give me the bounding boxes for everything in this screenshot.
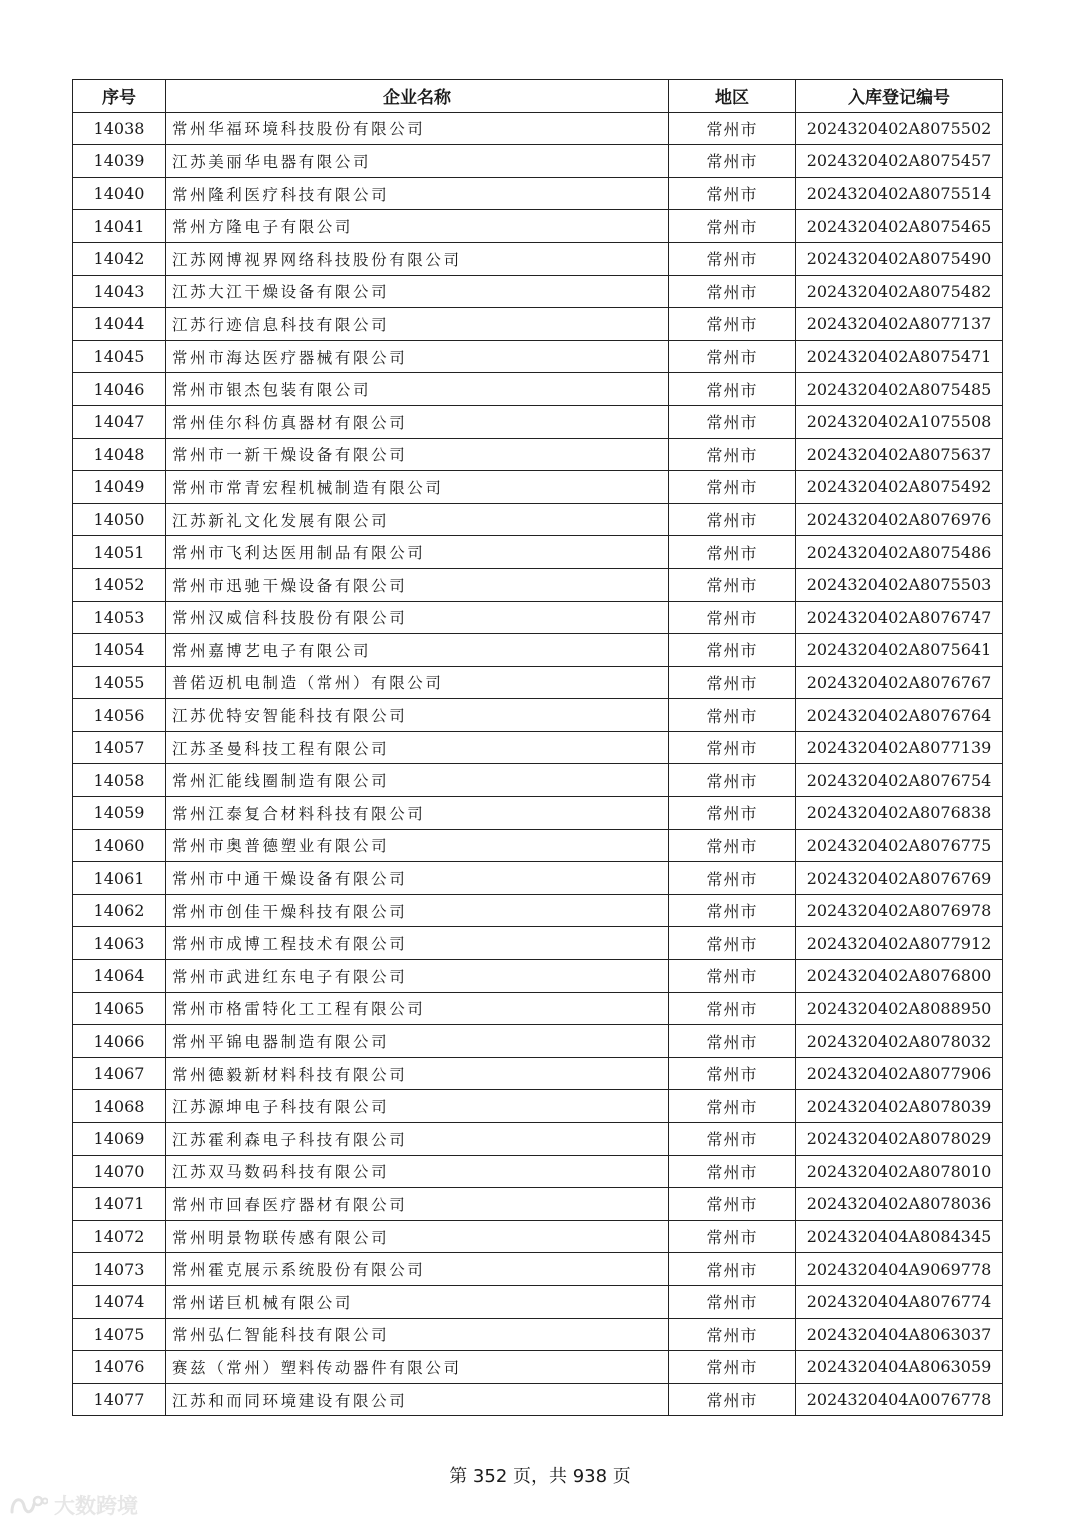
table-row bbox=[73, 568, 1003, 601]
region-cell: 常州市 bbox=[669, 960, 796, 993]
company-name-cell: 常州江泰复合材料科技有限公司 bbox=[166, 797, 669, 830]
table-row bbox=[73, 210, 1003, 243]
company-name-cell: 常州德毅新材料科技有限公司 bbox=[166, 1057, 669, 1090]
serial-number-cell: 14064 bbox=[73, 960, 166, 993]
company-name-cell: 常州明景物联传感有限公司 bbox=[166, 1220, 669, 1253]
page-number-footer: 第 352 页，共 938 页 bbox=[449, 1466, 631, 1487]
registration-number-cell: 2024320402A8075490 bbox=[796, 242, 1003, 275]
region-cell: 常州市 bbox=[669, 927, 796, 960]
table-row bbox=[73, 1383, 1003, 1416]
registration-number-cell: 2024320402A8078010 bbox=[796, 1155, 1003, 1188]
region-cell: 常州市 bbox=[669, 1220, 796, 1253]
serial-number-cell: 14063 bbox=[73, 927, 166, 960]
registration-number-cell: 2024320402A8075471 bbox=[796, 340, 1003, 373]
table-row bbox=[73, 862, 1003, 895]
table-row bbox=[73, 829, 1003, 862]
table-row bbox=[73, 1188, 1003, 1221]
registration-number-cell: 2024320402A8076976 bbox=[796, 503, 1003, 536]
region-cell: 常州市 bbox=[669, 666, 796, 699]
serial-number-cell: 14049 bbox=[73, 471, 166, 504]
registration-number-cell: 2024320402A1075508 bbox=[796, 405, 1003, 438]
serial-number-cell: 14069 bbox=[73, 1123, 166, 1156]
registration-number-cell: 2024320402A8075492 bbox=[796, 471, 1003, 504]
region-cell: 常州市 bbox=[669, 1188, 796, 1221]
table-row bbox=[73, 1057, 1003, 1090]
region-cell: 常州市 bbox=[669, 894, 796, 927]
region-cell: 常州市 bbox=[669, 1318, 796, 1351]
table-row bbox=[73, 340, 1003, 373]
region-cell: 常州市 bbox=[669, 210, 796, 243]
registration-number-cell: 2024320402A8075641 bbox=[796, 634, 1003, 667]
company-name-cell: 常州霍克展示系统股份有限公司 bbox=[166, 1253, 669, 1286]
table-row bbox=[73, 960, 1003, 993]
company-name-cell: 赛兹（常州）塑料传动器件有限公司 bbox=[166, 1351, 669, 1384]
serial-number-cell: 14076 bbox=[73, 1351, 166, 1384]
company-name-cell: 江苏新礼文化发展有限公司 bbox=[166, 503, 669, 536]
serial-number-cell: 14048 bbox=[73, 438, 166, 471]
registration-number-cell: 2024320402A8077139 bbox=[796, 731, 1003, 764]
company-name-cell: 常州平锦电器制造有限公司 bbox=[166, 1025, 669, 1058]
company-name-cell: 常州市飞利达医用制品有限公司 bbox=[166, 536, 669, 569]
table-row bbox=[73, 666, 1003, 699]
registration-number-cell: 2024320402A8075514 bbox=[796, 177, 1003, 210]
table-row bbox=[73, 992, 1003, 1025]
header-company-name: 企业名称 bbox=[166, 80, 669, 113]
serial-number-cell: 14077 bbox=[73, 1383, 166, 1416]
serial-number-cell: 14065 bbox=[73, 992, 166, 1025]
table-body bbox=[73, 112, 1003, 1416]
table-row bbox=[73, 275, 1003, 308]
table-row bbox=[73, 601, 1003, 634]
company-name-cell: 江苏优特安智能科技有限公司 bbox=[166, 699, 669, 732]
registration-number-cell: 2024320402A8078029 bbox=[796, 1123, 1003, 1156]
table-row bbox=[73, 112, 1003, 145]
registration-number-cell: 2024320402A8077137 bbox=[796, 308, 1003, 341]
serial-number-cell: 14053 bbox=[73, 601, 166, 634]
serial-number-cell: 14044 bbox=[73, 308, 166, 341]
table-row bbox=[73, 373, 1003, 406]
registration-number-cell: 2024320402A8076775 bbox=[796, 829, 1003, 862]
serial-number-cell: 14067 bbox=[73, 1057, 166, 1090]
table-row bbox=[73, 1123, 1003, 1156]
registration-number-cell: 2024320402A8077912 bbox=[796, 927, 1003, 960]
company-name-cell: 江苏源坤电子科技有限公司 bbox=[166, 1090, 669, 1123]
registration-number-cell: 2024320402A8075503 bbox=[796, 568, 1003, 601]
table-row bbox=[73, 145, 1003, 178]
table-row bbox=[73, 731, 1003, 764]
company-name-cell: 常州华福环境科技股份有限公司 bbox=[166, 112, 669, 145]
company-name-cell: 江苏行迹信息科技有限公司 bbox=[166, 308, 669, 341]
registration-number-cell: 2024320402A8075637 bbox=[796, 438, 1003, 471]
registration-number-cell: 2024320402A8075457 bbox=[796, 145, 1003, 178]
serial-number-cell: 14041 bbox=[73, 210, 166, 243]
registration-number-cell: 2024320404A8076774 bbox=[796, 1285, 1003, 1318]
serial-number-cell: 14074 bbox=[73, 1285, 166, 1318]
watermark-text: 大数跨境 bbox=[54, 1494, 138, 1518]
serial-number-cell: 14061 bbox=[73, 862, 166, 895]
serial-number-cell: 14062 bbox=[73, 894, 166, 927]
region-cell: 常州市 bbox=[669, 438, 796, 471]
company-name-cell: 常州市奥普德塑业有限公司 bbox=[166, 829, 669, 862]
company-name-cell: 常州方隆电子有限公司 bbox=[166, 210, 669, 243]
table-row bbox=[73, 308, 1003, 341]
region-cell: 常州市 bbox=[669, 177, 796, 210]
region-cell: 常州市 bbox=[669, 308, 796, 341]
table-row bbox=[73, 1090, 1003, 1123]
table-row bbox=[73, 503, 1003, 536]
serial-number-cell: 14046 bbox=[73, 373, 166, 406]
table-row bbox=[73, 1253, 1003, 1286]
table-row bbox=[73, 634, 1003, 667]
table-row bbox=[73, 438, 1003, 471]
region-cell: 常州市 bbox=[669, 145, 796, 178]
registration-number-cell: 2024320402A8075465 bbox=[796, 210, 1003, 243]
region-cell: 常州市 bbox=[669, 764, 796, 797]
registration-number-cell: 2024320404A8063037 bbox=[796, 1318, 1003, 1351]
region-cell: 常州市 bbox=[669, 405, 796, 438]
company-name-cell: 常州市海达医疗器械有限公司 bbox=[166, 340, 669, 373]
table-header-row bbox=[73, 80, 1003, 113]
serial-number-cell: 14059 bbox=[73, 797, 166, 830]
registration-number-cell: 2024320402A8076767 bbox=[796, 666, 1003, 699]
serial-number-cell: 14056 bbox=[73, 699, 166, 732]
region-cell: 常州市 bbox=[669, 1351, 796, 1384]
region-cell: 常州市 bbox=[669, 242, 796, 275]
company-name-cell: 常州市回春医疗器材有限公司 bbox=[166, 1188, 669, 1221]
company-name-cell: 江苏和而同环境建设有限公司 bbox=[166, 1383, 669, 1416]
company-name-cell: 江苏双马数码科技有限公司 bbox=[166, 1155, 669, 1188]
company-name-cell: 普偌迈机电制造（常州）有限公司 bbox=[166, 666, 669, 699]
serial-number-cell: 14051 bbox=[73, 536, 166, 569]
company-name-cell: 常州市中通干燥设备有限公司 bbox=[166, 862, 669, 895]
table-row bbox=[73, 471, 1003, 504]
registration-number-cell: 2024320402A8075486 bbox=[796, 536, 1003, 569]
company-name-cell: 江苏霍利森电子科技有限公司 bbox=[166, 1123, 669, 1156]
table-row bbox=[73, 1220, 1003, 1253]
region-cell: 常州市 bbox=[669, 340, 796, 373]
registration-number-cell: 2024320402A8077906 bbox=[796, 1057, 1003, 1090]
table-row bbox=[73, 927, 1003, 960]
registration-number-cell: 2024320402A8076769 bbox=[796, 862, 1003, 895]
serial-number-cell: 14073 bbox=[73, 1253, 166, 1286]
region-cell: 常州市 bbox=[669, 503, 796, 536]
region-cell: 常州市 bbox=[669, 536, 796, 569]
registration-number-cell: 2024320402A8078039 bbox=[796, 1090, 1003, 1123]
region-cell: 常州市 bbox=[669, 862, 796, 895]
company-name-cell: 江苏美丽华电器有限公司 bbox=[166, 145, 669, 178]
registration-number-cell: 2024320402A8078032 bbox=[796, 1025, 1003, 1058]
table-row bbox=[73, 1285, 1003, 1318]
registration-number-cell: 2024320402A8076764 bbox=[796, 699, 1003, 732]
table-row bbox=[73, 536, 1003, 569]
registration-number-cell: 2024320402A8075485 bbox=[796, 373, 1003, 406]
serial-number-cell: 14054 bbox=[73, 634, 166, 667]
company-name-cell: 常州市迅驰干燥设备有限公司 bbox=[166, 568, 669, 601]
registration-number-cell: 2024320404A8084345 bbox=[796, 1220, 1003, 1253]
serial-number-cell: 14040 bbox=[73, 177, 166, 210]
company-name-cell: 常州市一新干燥设备有限公司 bbox=[166, 438, 669, 471]
registration-number-cell: 2024320404A0076778 bbox=[796, 1383, 1003, 1416]
table-row bbox=[73, 242, 1003, 275]
region-cell: 常州市 bbox=[669, 1253, 796, 1286]
region-cell: 常州市 bbox=[669, 992, 796, 1025]
table-row bbox=[73, 764, 1003, 797]
table-row bbox=[73, 797, 1003, 830]
region-cell: 常州市 bbox=[669, 568, 796, 601]
region-cell: 常州市 bbox=[669, 601, 796, 634]
serial-number-cell: 14045 bbox=[73, 340, 166, 373]
serial-number-cell: 14057 bbox=[73, 731, 166, 764]
company-name-cell: 常州市格雷特化工工程有限公司 bbox=[166, 992, 669, 1025]
serial-number-cell: 14066 bbox=[73, 1025, 166, 1058]
serial-number-cell: 14052 bbox=[73, 568, 166, 601]
serial-number-cell: 14038 bbox=[73, 112, 166, 145]
company-name-cell: 常州市武进红东电子有限公司 bbox=[166, 960, 669, 993]
registry-table bbox=[72, 79, 1003, 1416]
region-cell: 常州市 bbox=[669, 1155, 796, 1188]
table-row bbox=[73, 177, 1003, 210]
region-cell: 常州市 bbox=[669, 1285, 796, 1318]
region-cell: 常州市 bbox=[669, 797, 796, 830]
table-row bbox=[73, 1318, 1003, 1351]
registration-number-cell: 2024320402A8076838 bbox=[796, 797, 1003, 830]
registration-number-cell: 2024320404A8063059 bbox=[796, 1351, 1003, 1384]
company-name-cell: 常州市创佳干燥科技有限公司 bbox=[166, 894, 669, 927]
region-cell: 常州市 bbox=[669, 699, 796, 732]
serial-number-cell: 14047 bbox=[73, 405, 166, 438]
registration-number-cell: 2024320402A8078036 bbox=[796, 1188, 1003, 1221]
registration-number-cell: 2024320402A8076747 bbox=[796, 601, 1003, 634]
serial-number-cell: 14042 bbox=[73, 242, 166, 275]
serial-number-cell: 14075 bbox=[73, 1318, 166, 1351]
header-region: 地区 bbox=[669, 80, 796, 113]
registration-number-cell: 2024320402A8088950 bbox=[796, 992, 1003, 1025]
region-cell: 常州市 bbox=[669, 829, 796, 862]
region-cell: 常州市 bbox=[669, 634, 796, 667]
table-row bbox=[73, 405, 1003, 438]
serial-number-cell: 14055 bbox=[73, 666, 166, 699]
registration-number-cell: 2024320402A8076754 bbox=[796, 764, 1003, 797]
registration-number-cell: 2024320402A8076800 bbox=[796, 960, 1003, 993]
company-name-cell: 常州市常青宏程机械制造有限公司 bbox=[166, 471, 669, 504]
serial-number-cell: 14071 bbox=[73, 1188, 166, 1221]
region-cell: 常州市 bbox=[669, 373, 796, 406]
table-row bbox=[73, 1351, 1003, 1384]
company-name-cell: 常州汇能线圈制造有限公司 bbox=[166, 764, 669, 797]
serial-number-cell: 14060 bbox=[73, 829, 166, 862]
table-row bbox=[73, 699, 1003, 732]
region-cell: 常州市 bbox=[669, 731, 796, 764]
table-row bbox=[73, 1155, 1003, 1188]
company-name-cell: 常州市银杰包装有限公司 bbox=[166, 373, 669, 406]
header-registration-number: 入库登记编号 bbox=[796, 80, 1003, 113]
company-name-cell: 常州弘仁智能科技有限公司 bbox=[166, 1318, 669, 1351]
region-cell: 常州市 bbox=[669, 112, 796, 145]
table-row bbox=[73, 1025, 1003, 1058]
table-row bbox=[73, 894, 1003, 927]
company-name-cell: 常州诺巨机械有限公司 bbox=[166, 1285, 669, 1318]
region-cell: 常州市 bbox=[669, 471, 796, 504]
serial-number-cell: 14068 bbox=[73, 1090, 166, 1123]
region-cell: 常州市 bbox=[669, 1090, 796, 1123]
registration-number-cell: 2024320404A9069778 bbox=[796, 1253, 1003, 1286]
region-cell: 常州市 bbox=[669, 1057, 796, 1090]
serial-number-cell: 14039 bbox=[73, 145, 166, 178]
company-name-cell: 常州汉威信科技股份有限公司 bbox=[166, 601, 669, 634]
company-name-cell: 常州嘉博艺电子有限公司 bbox=[166, 634, 669, 667]
serial-number-cell: 14043 bbox=[73, 275, 166, 308]
logo-icon bbox=[8, 1492, 48, 1518]
registration-number-cell: 2024320402A8075502 bbox=[796, 112, 1003, 145]
company-name-cell: 江苏网博视界网络科技股份有限公司 bbox=[166, 242, 669, 275]
serial-number-cell: 14058 bbox=[73, 764, 166, 797]
registration-number-cell: 2024320402A8076978 bbox=[796, 894, 1003, 927]
company-name-cell: 江苏圣曼科技工程有限公司 bbox=[166, 731, 669, 764]
serial-number-cell: 14070 bbox=[73, 1155, 166, 1188]
company-name-cell: 常州市成博工程技术有限公司 bbox=[166, 927, 669, 960]
region-cell: 常州市 bbox=[669, 275, 796, 308]
serial-number-cell: 14072 bbox=[73, 1220, 166, 1253]
region-cell: 常州市 bbox=[669, 1123, 796, 1156]
company-name-cell: 江苏大江干燥设备有限公司 bbox=[166, 275, 669, 308]
registration-number-cell: 2024320402A8075482 bbox=[796, 275, 1003, 308]
watermark bbox=[8, 1491, 138, 1519]
region-cell: 常州市 bbox=[669, 1383, 796, 1416]
serial-number-cell: 14050 bbox=[73, 503, 166, 536]
company-name-cell: 常州隆利医疗科技有限公司 bbox=[166, 177, 669, 210]
company-name-cell: 常州佳尔科仿真器材有限公司 bbox=[166, 405, 669, 438]
header-serial-number: 序号 bbox=[73, 80, 166, 113]
region-cell: 常州市 bbox=[669, 1025, 796, 1058]
